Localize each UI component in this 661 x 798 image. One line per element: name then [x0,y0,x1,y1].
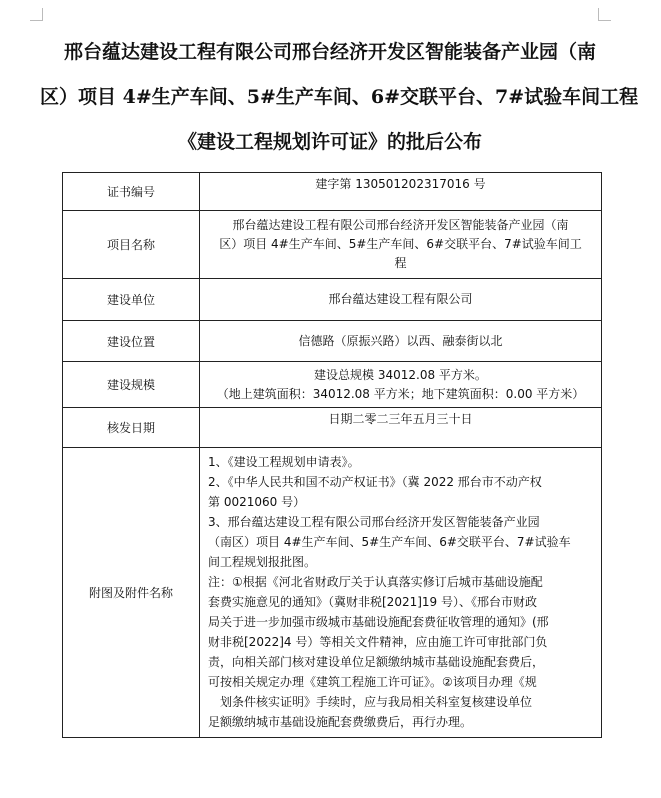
note-line: 注：①根据《河北省财政厅关于认真落实修订后城市基础设施配 [208,575,543,589]
row-project-name [63,211,602,279]
document-title [40,30,639,165]
location-label: 建设位置 [63,321,200,362]
builder-value: 邢台蕴达建设工程有限公司 [200,279,602,321]
project-name-line-1: 邢台蕴达建设工程有限公司邢台经济开发区智能装备产业园（南 [232,218,569,232]
cert-no-label: 证书编号 [63,173,200,211]
page-corner-mark-top-left [30,8,43,21]
attachment-line: （南区）项目 4#生产车间、5#生产车间、6#交联平台、7#试验车 [208,535,571,549]
scale-label: 建设规模 [63,362,200,408]
attachments-value [200,448,602,738]
attachment-line: 间工程规划报批图。 [208,555,317,569]
row-location [63,321,602,362]
row-issue-date [63,408,602,448]
row-attachments [63,448,602,738]
row-builder [63,279,602,321]
note-line: 可按相关规定办理《建筑工程施工许可证》。②该项目办理《规 [208,675,537,689]
note-line: 套费实施意见的通知》（冀财非税[2021]19 号）、《邢台市财政 [208,595,537,609]
attachment-line: 3、邢台蕴达建设工程有限公司邢台经济开发区智能装备产业园 [208,515,540,529]
note-line: 足额缴纳城市基础设施配套费缴费后，再行办理。 [208,715,473,729]
note-line: 划条件核实证明》手续时，应与我局相关科室复核建设单位 [220,695,533,709]
note-line: 局关于进一步加强市级城市基础设施配套费征收管理的通知》(邢 [208,615,549,629]
location-value: 信德路（原振兴路）以西、融泰街以北 [200,321,602,362]
attachment-line: 1、《建设工程规划申请表》。 [208,455,360,469]
project-name-line-3: 程 [394,256,407,270]
scale-line-2: （地上建筑面积：34012.08 平方米；地下建筑面积：0.00 平方米） [216,386,585,401]
permit-info-table [62,172,602,738]
row-cert-no [63,173,602,211]
title-line-2: 区）项目 4#生产车间、5#生产车间、6#交联平台、7#试验车间工程 [40,86,639,108]
project-name-line-2: 区）项目 4#生产车间、5#生产车间、6#交联平台、7#试验车间工 [219,237,582,251]
project-name-label: 项目名称 [63,211,200,279]
scale-value [200,362,602,408]
page-corner-mark-top-right [598,8,611,21]
scale-line-1: 建设总规模 34012.08 平方米。 [314,367,487,382]
attachment-line: 2、《中华人民共和国不动产权证书》（冀 2022 邢台市不动产权 [208,475,542,489]
attachments-label: 附图及附件名称 [63,448,200,738]
cert-no-value: 建字第 130501202317016 号 [200,173,602,211]
note-line: 财非税[2022]4 号）等相关文件精神，应由施工许可审批部门负 [208,635,548,649]
note-line: 责，向相关部门核对建设单位足额缴纳城市基础设施配套费后， [208,655,545,669]
title-line-3: 《建设工程规划许可证》的批后公布 [177,131,482,153]
row-scale [63,362,602,408]
issue-date-value: 日期二零二三年五月三十日 [200,408,602,448]
issue-date-label: 核发日期 [63,408,200,448]
attachment-line: 第 0021060 号） [208,495,306,509]
builder-label: 建设单位 [63,279,200,321]
project-name-value [200,211,602,279]
title-line-1: 邢台蕴达建设工程有限公司邢台经济开发区智能装备产业园（南 [63,41,596,63]
